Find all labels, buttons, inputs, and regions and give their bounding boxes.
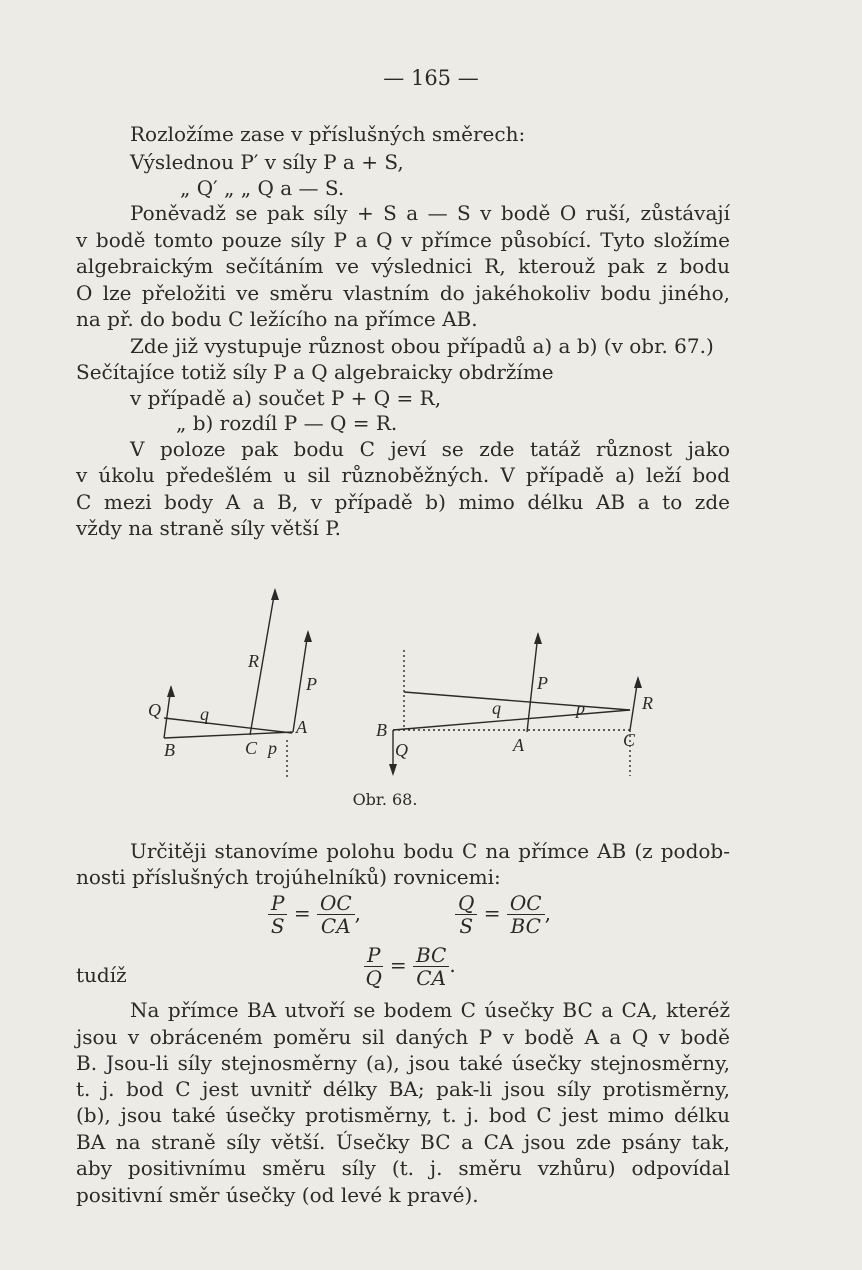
- label-R-left: R: [248, 651, 259, 671]
- text-line: Rozložíme zase v příslušných směrech:: [130, 122, 526, 146]
- label-P-right: P: [537, 673, 548, 693]
- figure-caption: Obr. 68.: [352, 790, 418, 809]
- text-line: algebraickým sečítáním ve výslednici R, kterouž pak z bodu: [76, 254, 730, 278]
- label-q-left: q: [200, 704, 209, 724]
- text-line: O lze přeložiti ve směru vlastním do jakéhokoliv bodu jiného,: [76, 281, 730, 305]
- page-number: — 165 —: [383, 66, 479, 90]
- text-line: „ Q′ „ „ Q a — S.: [180, 176, 345, 200]
- label-B-left: B: [164, 740, 175, 760]
- text-line: vždy na straně síly větší P.: [76, 516, 341, 540]
- text-line: Výslednou P′ v síly P a + S,: [130, 150, 404, 174]
- text-line: positivní směr úsečky (od levé k pravé).: [76, 1183, 479, 1207]
- text-line: Na přímce BA utvoří se bodem C úsečky BC a CA, kteréž: [130, 998, 730, 1022]
- label-p-left: p: [268, 738, 277, 758]
- label-C-right: C: [623, 730, 636, 750]
- equation-1: $\frac{P}{S}$ = $\frac{OC}{CA}$ ,: [268, 892, 361, 937]
- label-A-right: A: [513, 735, 524, 755]
- label-R-right: R: [642, 693, 653, 713]
- text-line: jsou v obráceném poměru sil daných P v bodě A a Q v bodě: [76, 1025, 730, 1049]
- label-A-left: A: [296, 717, 307, 737]
- label-p-right: p: [576, 698, 585, 718]
- text-line: nosti příslušných trojúhelníků) rovnicemi:: [76, 865, 501, 889]
- label-C-left: C: [245, 738, 258, 758]
- text-line: C mezi body A a B, v případě b) mimo délku AB a to zde: [76, 490, 730, 514]
- text-line: BA na straně síly větší. Úsečky BC a CA jsou zde psány tak,: [76, 1130, 730, 1154]
- equation-2: $\frac{Q}{S}$ = $\frac{OC}{BC}$ ,: [455, 892, 551, 937]
- text-line: Sečítajíce totiž síly P a Q algebraicky obdržíme: [76, 360, 554, 384]
- equation-3: $\frac{P}{Q}$ = $\frac{BC}{CA}$ .: [365, 943, 456, 990]
- label-Q-left: Q: [148, 700, 161, 720]
- text-line: (b), jsou také úsečky protisměrny, t. j. bod C jest mimo délku: [76, 1103, 730, 1127]
- text-line: v úkolu předešlém u sil různoběžných. V případě a) leží bod: [76, 463, 730, 487]
- text-line: aby positivnímu směru síly (t. j. směru vzhůru) odpovídal: [76, 1156, 730, 1180]
- text-line: B. Jsou-li síly stejnosměrny (a), jsou také úsečky stejnosměrny,: [76, 1051, 730, 1075]
- label-Q-right: Q: [395, 740, 408, 760]
- text-line: na př. do bodu C ležícího na přímce AB.: [76, 307, 478, 331]
- label-B-right: B: [376, 720, 387, 740]
- label-P-left: P: [306, 674, 317, 694]
- text-line: Zde již vystupuje různost obou případů a) a b) (v obr. 67.): [130, 334, 714, 358]
- text-line: V poloze pak bodu C jeví se zde tatáž různost jako: [130, 437, 730, 461]
- text-line: v bodě tomto pouze síly P a Q v přímce působící. Tyto složíme: [76, 228, 730, 252]
- text-line: t. j. bod C jest uvnitř délky BA; pak-li jsou síly protisměrny,: [76, 1077, 730, 1101]
- label-q-right: q: [492, 698, 501, 718]
- equation-3-prefix: tudíž: [76, 963, 127, 987]
- text-line: Určitěji stanovíme polohu bodu C na přímce AB (z podob-: [130, 839, 730, 863]
- text-line: v případě a) součet P + Q = R,: [130, 386, 442, 410]
- text-line: „ b) rozdíl P — Q = R.: [176, 411, 398, 435]
- text-line: Poněvadž se pak síly + S a — S v bodě O ruší, zůstávají: [130, 201, 730, 225]
